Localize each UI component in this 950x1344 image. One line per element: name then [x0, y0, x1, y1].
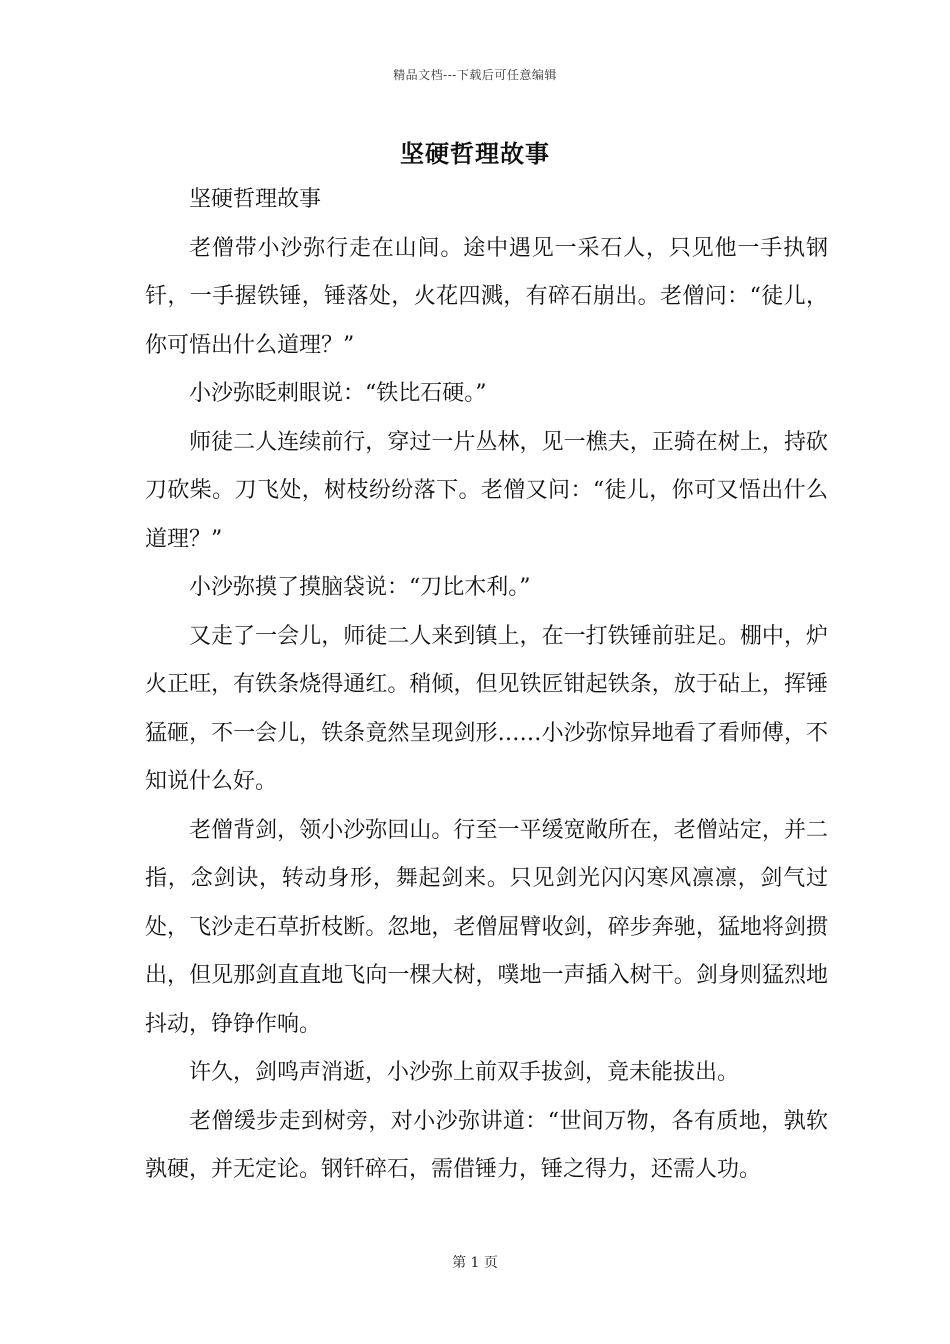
- paragraph: 坚硬哲理故事: [189, 187, 322, 212]
- document-body: [145, 176, 828, 1195]
- page-header: 精品文档---下载后可任意编辑: [393, 68, 557, 82]
- paragraph: 师徒二人连续前行，穿过一片丛林，见一樵夫，正骑在树上，持砍刀砍柴。刀飞处，树枝纷纷落下。老僧又问：“徒儿，你可又悟出什么道理？”: [145, 429, 828, 552]
- paragraph: 小沙弥眨刺眼说：“铁比石硬。”: [189, 381, 487, 406]
- paragraph: 老僧缓步走到树旁，对小沙弥讲道：“世间万物，各有质地，孰软孰硬，并无定论。钢钎碎石，需借锤力，锤之得力，还需人功。: [145, 1108, 828, 1182]
- paragraph: 老僧背剑，领小沙弥回山。行至一平缓宽敞所在，老僧站定，并二指，念剑诀，转动身形，舞起剑来。只见剑光闪闪寒风凛凛，剑气过处，飞沙走石草折枝断。忽地，老僧屈臂收剑，碎步奔驰，猛地将剑掼出，但见那剑直直地飞向一棵大树，噗地一声插入树干。剑身则猛烈地抖动，铮铮作响。: [145, 817, 828, 1037]
- paragraph: 小沙弥摸了摸脑袋说：“刀比木利。”: [189, 575, 531, 600]
- paragraph: 又走了一会儿，师徒二人来到镇上，在一打铁锤前驻足。棚中，炉火正旺，有铁条烧得通红。稍倾，但见铁匠钳起铁条，放于砧上，挥锤猛砸，不一会儿，铁条竟然呈现剑形……小沙弥惊异地看了看师傅，不知说什么好。: [145, 623, 828, 794]
- page-number: 第 1 页: [452, 1255, 498, 1271]
- paragraph: 许久，剑鸣声消逝，小沙弥上前双手拔剑，竟未能拔出。: [189, 1060, 740, 1085]
- paragraph: 老僧带小沙弥行走在山间。途中遇见一采石人，只见他一手执钢钎，一手握铁锤，锤落处，火花四溅，有碎石崩出。老僧问：“徒儿，你可悟出什么道理？”: [145, 235, 828, 358]
- document-title: 坚硬哲理故事: [400, 139, 550, 168]
